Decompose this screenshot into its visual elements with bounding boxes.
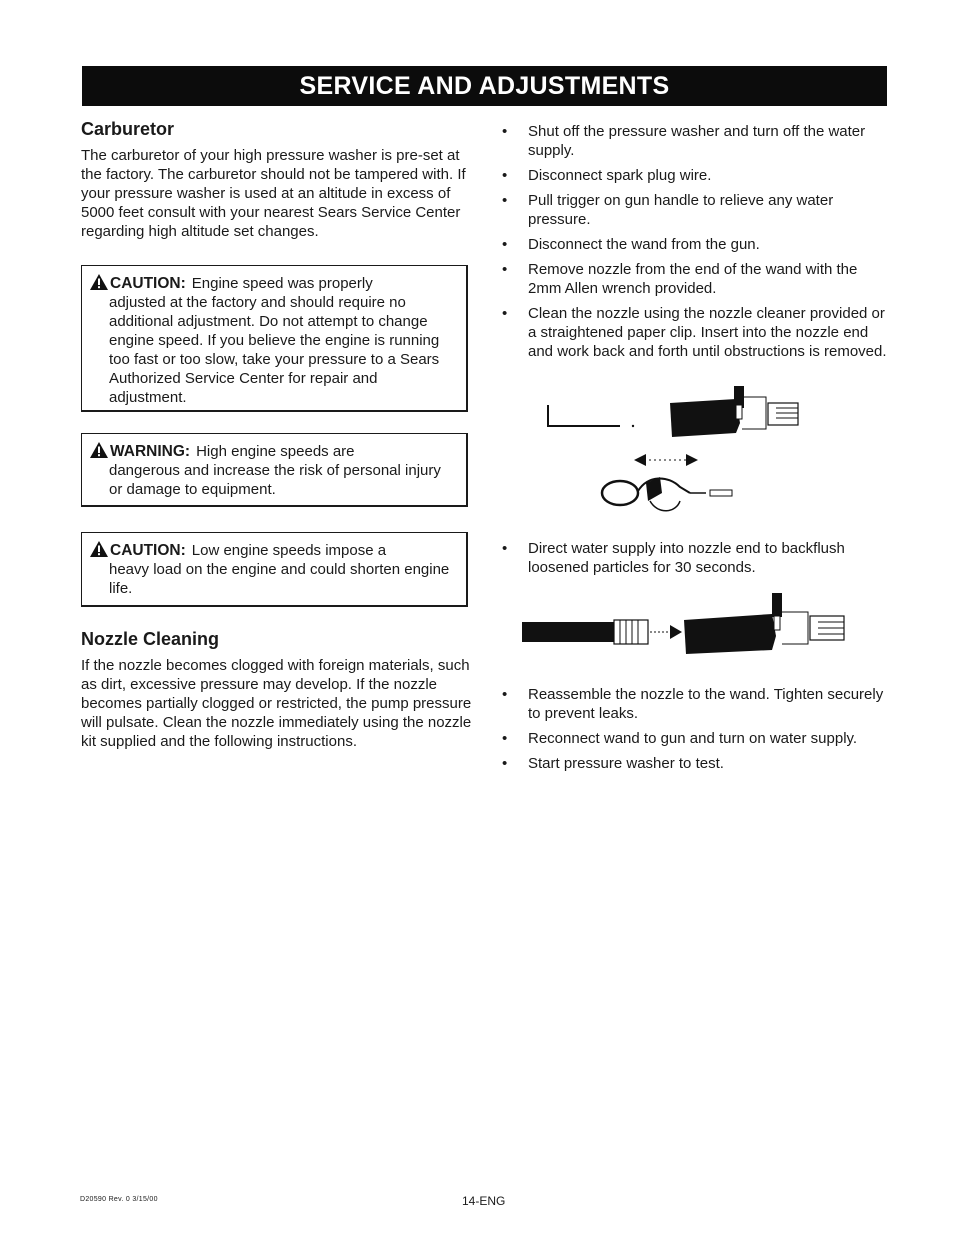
document-code: D20590 Rev. 0 3/15/00 xyxy=(80,1196,158,1203)
step-item: • Direct water supply into nozzle end to backflush loosened particles for 30 seconds. xyxy=(502,540,845,576)
carburetor-text: The carburetor of your high pressure washer is pre-set at the factory. The carburetor should not be tampered with. If your pressure washer is used at an altitude in excess of 5000 feet consult with your nearest Sears Service Center regarding high altitude set changes. xyxy=(81,147,466,240)
step-item: • Shut off the pressure washer and turn off the water supply. xyxy=(502,123,866,159)
nozzle-cleaning-text: If the nozzle becomes clogged with foreign materials, such as dirt, excessive pressure may develop. If the nozzle becomes partially clogged or restricted, the pump pressure will pulsate. Clean the nozzle immediately using the nozzle kit supplied and the following instructions. xyxy=(81,657,472,750)
steps-group-a xyxy=(502,122,892,367)
section-banner: SERVICE AND ADJUSTMENTS xyxy=(82,66,887,106)
step-item: • Disconnect the wand from the gun. xyxy=(502,236,760,253)
notice-first-line: High engine speeds are xyxy=(196,443,355,460)
backflush-illustration xyxy=(522,590,852,662)
carburetor-heading: Carburetor xyxy=(81,119,175,139)
step-item: • Reconnect wand to gun and turn on water supply. xyxy=(502,730,858,747)
caution-box-low-speed xyxy=(81,532,468,607)
step-item: • Clean the nozzle using the nozzle cleaner provided or a straightened paper clip. Insert into the nozzle end and work back and forth until obstructions is removed. xyxy=(502,305,887,360)
warning-triangle-icon xyxy=(90,442,108,458)
notice-label: CAUTION: xyxy=(110,275,186,292)
steps-group-b xyxy=(502,539,892,583)
warning-triangle-icon xyxy=(90,541,108,557)
caution-box-engine-speed xyxy=(81,265,468,412)
notice-label: WARNING: xyxy=(110,443,191,460)
step-item: • Start pressure washer to test. xyxy=(502,755,724,772)
notice-text: adjusted at the factory and should require no additional adjustment. Do not attempt to change engine speed. If you believe the engine is running too fast or too slow, take your pressure to a Sears Authorized Service Center for repair and adjustment. xyxy=(109,294,440,406)
step-item: • Reassemble the nozzle to the wand. Tighten securely to prevent leaks. xyxy=(502,686,884,722)
page-number: 14-ENG xyxy=(462,1194,506,1208)
notice-label: CAUTION: xyxy=(110,542,186,559)
step-item: • Disconnect spark plug wire. xyxy=(502,167,712,184)
nozzle-cleaning-heading: Nozzle Cleaning xyxy=(81,629,220,649)
notice-text: heavy load on the engine and could shorten engine life. xyxy=(109,561,450,597)
notice-text: dangerous and increase the risk of personal injury or damage to equipment. xyxy=(109,462,441,498)
carburetor-section xyxy=(81,118,473,241)
warning-box-high-speed xyxy=(81,433,468,507)
nozzle-cleaning-section xyxy=(81,628,473,751)
step-item: • Pull trigger on gun handle to relieve any water pressure. xyxy=(502,192,834,228)
steps-group-c xyxy=(502,685,892,779)
notice-first-line: Engine speed was properly xyxy=(191,275,373,292)
notice-first-line: Low engine speeds impose a xyxy=(191,542,387,559)
step-item: • Remove nozzle from the end of the wand with the 2mm Allen wrench provided. xyxy=(502,261,858,297)
nozzle-cleaning-illustration xyxy=(540,383,820,523)
warning-triangle-icon xyxy=(90,274,108,290)
